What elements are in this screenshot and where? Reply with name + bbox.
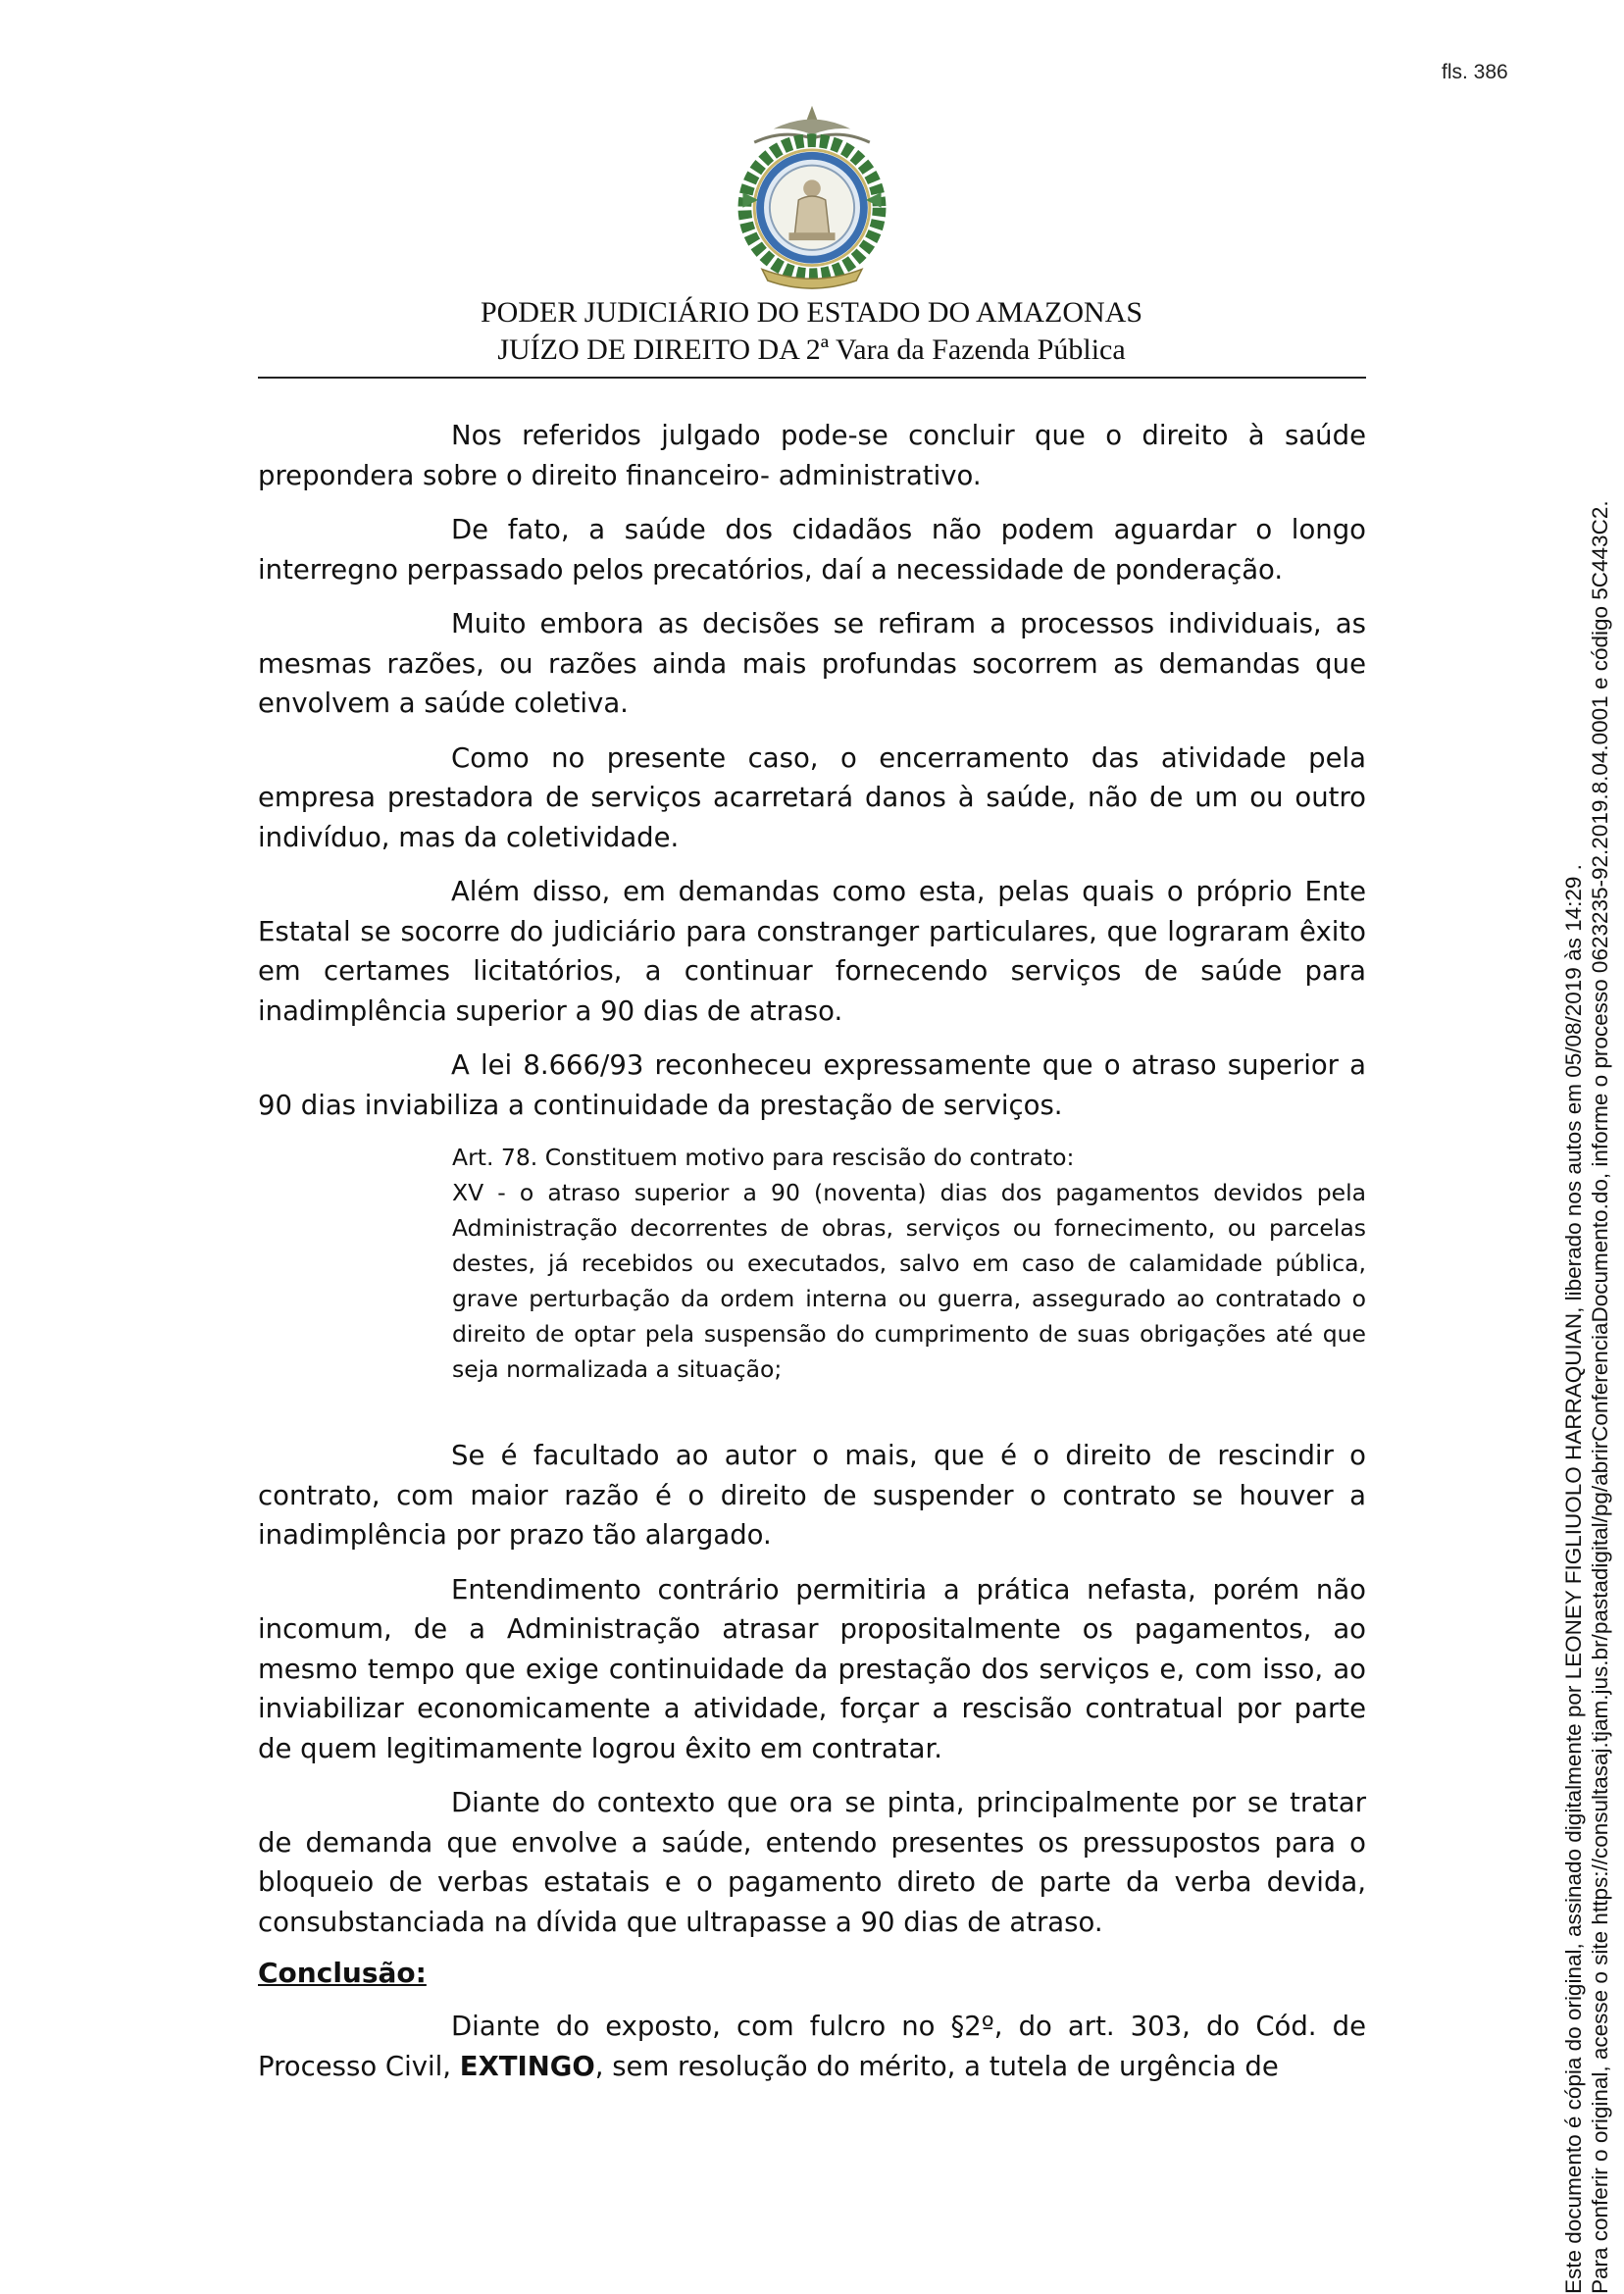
law-citation-block <box>452 1140 1366 1387</box>
document-body <box>258 416 1366 2101</box>
signature-note-line2: Para conferir o original, acesse o site https://consultasaj.tjam.jus.br/pastadigital/pg/abrirConferenciaDocumento.do, informe o processo 0623235-92.2019.8.04.0001 e código 5C443C2. <box>1588 500 1612 2294</box>
conclusion-text-before: Diante do exposto, com fulcro no §2º, do art. 303, do Cód. de Processo Civil, <box>258 2011 1366 2082</box>
court-header-line2: JUÍZO DE DIREITO DA 2ª Vara da Fazenda Pública <box>497 333 1126 366</box>
conclusion-text-after: , sem resolução do mérito, a tutela de urgência de <box>594 2050 1279 2082</box>
page-number: fls. 386 <box>1442 61 1508 83</box>
body-paragraph: Se é facultado ao autor o mais, que é o direito de rescindir o contrato, com maior razão é o direito de suspender o contrato se houver a inadimplência por prazo tão alargado. <box>258 1440 1366 1551</box>
conclusion-heading: Conclusão: <box>258 1957 427 1989</box>
body-paragraph: Muito embora as decisões se refiram a processos individuais, as mesmas razões, ou razões ainda mais profundas socorrem as demandas que envolvem a saúde coletiva. <box>258 608 1366 719</box>
conclusion-bold-verb: EXTINGO <box>459 2050 595 2082</box>
law-citation-article: Art. 78. Constituem motivo para rescisão do contrato: <box>452 1144 1075 1171</box>
body-paragraph: A lei 8.666/93 reconheceu expressamente que o atraso superior a 90 dias inviabiliza a continuidade da prestação de serviços. <box>258 1049 1366 1121</box>
signature-note-line1: Este documento é cópia do original, assinado digitalmente por LEONEY FIGLIUOLO HARRAQUIAN, liberado nos autos em 05/08/2019 às 14:29 . <box>1561 864 1586 2294</box>
tjam-coat-of-arms-emblem <box>716 98 908 294</box>
body-paragraph: Nos referidos julgado pode-se concluir que o direito à saúde prepondera sobre o direito financeiro- administrativo. <box>258 420 1366 491</box>
body-paragraph: Além disso, em demandas como esta, pelas quais o próprio Ente Estatal se socorre do judiciário para constranger particulares, que lograram êxito em certames licitatórios, a continuar fornecendo serviços de saúde para inadimplência superior a 90 dias de atraso. <box>258 876 1366 1027</box>
court-header-line1: PODER JUDICIÁRIO DO ESTADO DO AMAZONAS <box>480 296 1143 329</box>
header-divider <box>258 377 1366 379</box>
conclusion-paragraph <box>258 2007 1366 2086</box>
body-paragraph: De fato, a saúde dos cidadãos não podem aguardar o longo interregno perpassado pelos precatórios, daí a necessidade de ponderação. <box>258 514 1366 586</box>
body-paragraph: Diante do contexto que ora se pinta, principalmente por se tratar de demanda que envolve a saúde, entendo presentes os pressupostos para o bloqueio de verbas estatais e o pagamento direto de parte da verba devida, consubstanciada na dívida que ultrapasse a 90 dias de atraso. <box>258 1787 1366 1938</box>
body-paragraph: Como no presente caso, o encerramento das atividade pela empresa prestadora de serviços acarretará danos à saúde, não de um ou outro indivíduo, mas da coletividade. <box>258 741 1366 853</box>
body-paragraph: Entendimento contrário permitiria a prática nefasta, porém não incomum, de a Administração atrasar propositalmente os pagamentos, ao mesmo tempo que exige continuidade da prestação dos serviços e, com isso, ao inviabilizar economicamente a atividade, forçar a rescisão contratual por parte de quem legitimamente logrou êxito em contratar. <box>258 1573 1366 1764</box>
law-citation-clause: XV - o atraso superior a 90 (noventa) dias dos pagamentos devidos pela Administração decorrentes de obras, serviços ou fornecimento, ou parcelas destes, já recebidos ou executados, salvo em caso de calamidade pública, grave perturbação da ordem interna ou guerra, assegurado ao contratado o direito de optar pela suspensão do cumprimento de suas obrigações até que seja normalizada a situação; <box>452 1179 1366 1383</box>
digital-signature-note <box>1560 283 1613 2294</box>
